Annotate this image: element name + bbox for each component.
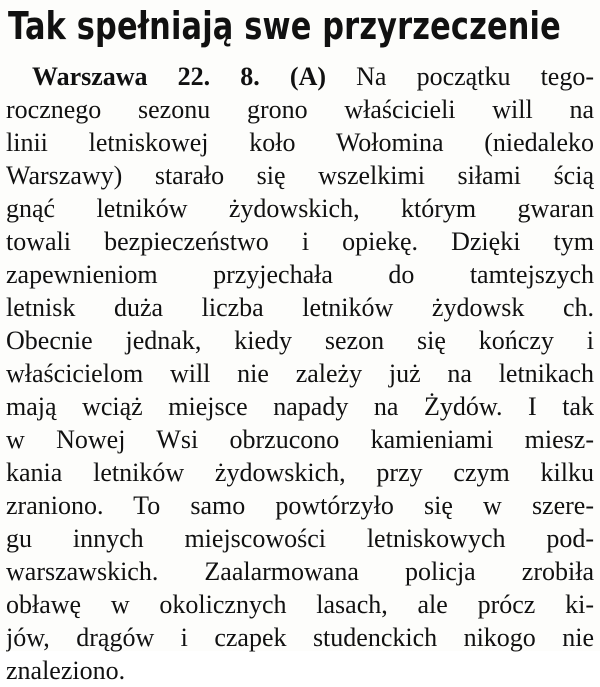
article-line-text: Na początku tego- [356, 62, 594, 91]
article-line: obławę w okolicznych lasach, ale prócz ki- [6, 590, 594, 619]
article-line: mają wciąż miejsce napady na Żydów. I tak [6, 392, 594, 421]
article-line: w Nowej Wsi obrzucono kamieniami miesz- [6, 425, 594, 454]
article-line: właścicielom will nie zależy już na letnikach [6, 359, 594, 388]
article-line: jów, drągów i czapek studenckich nikogo nie [6, 623, 594, 652]
article-line: Obecnie jednak, kiedy sezon się kończy i [6, 326, 594, 355]
article-line: znaleziono. [6, 656, 126, 685]
dateline: Warszawa 22. 8. (A) [32, 62, 327, 91]
article-line: letnisk duża liczba letników żydowsk ch. [6, 293, 594, 322]
article-line: kania letników żydowskich, przy czym kilku [6, 458, 594, 487]
article-line: rocznego sezonu grono właścicieli will na [6, 95, 594, 124]
article-line: Warszawy) starało się wszelkimi siłami ścią [6, 161, 594, 190]
article-line: zapewnieniom przyjechała do tamtejszych [6, 260, 594, 289]
article-line: zraniono. To samo powtórzyło się w szere- [6, 491, 594, 520]
article-line: warszawskich. Zaalarmowana policja zrobiła [6, 557, 594, 586]
article-line: towali bezpieczeństwo i opiekę. Dzięki tym [6, 227, 594, 256]
article-line: linii letniskowej koło Wołomina (niedaleko [6, 128, 594, 157]
article-line: gu innych miejscowości letniskowych pod- [6, 524, 594, 553]
article-line: gnąć letników żydowskich, którym gwaran [6, 194, 594, 223]
article-line [6, 60, 594, 93]
article-body [6, 60, 594, 687]
headline: Tak spełniają swe przyrzeczenie [8, 4, 561, 48]
